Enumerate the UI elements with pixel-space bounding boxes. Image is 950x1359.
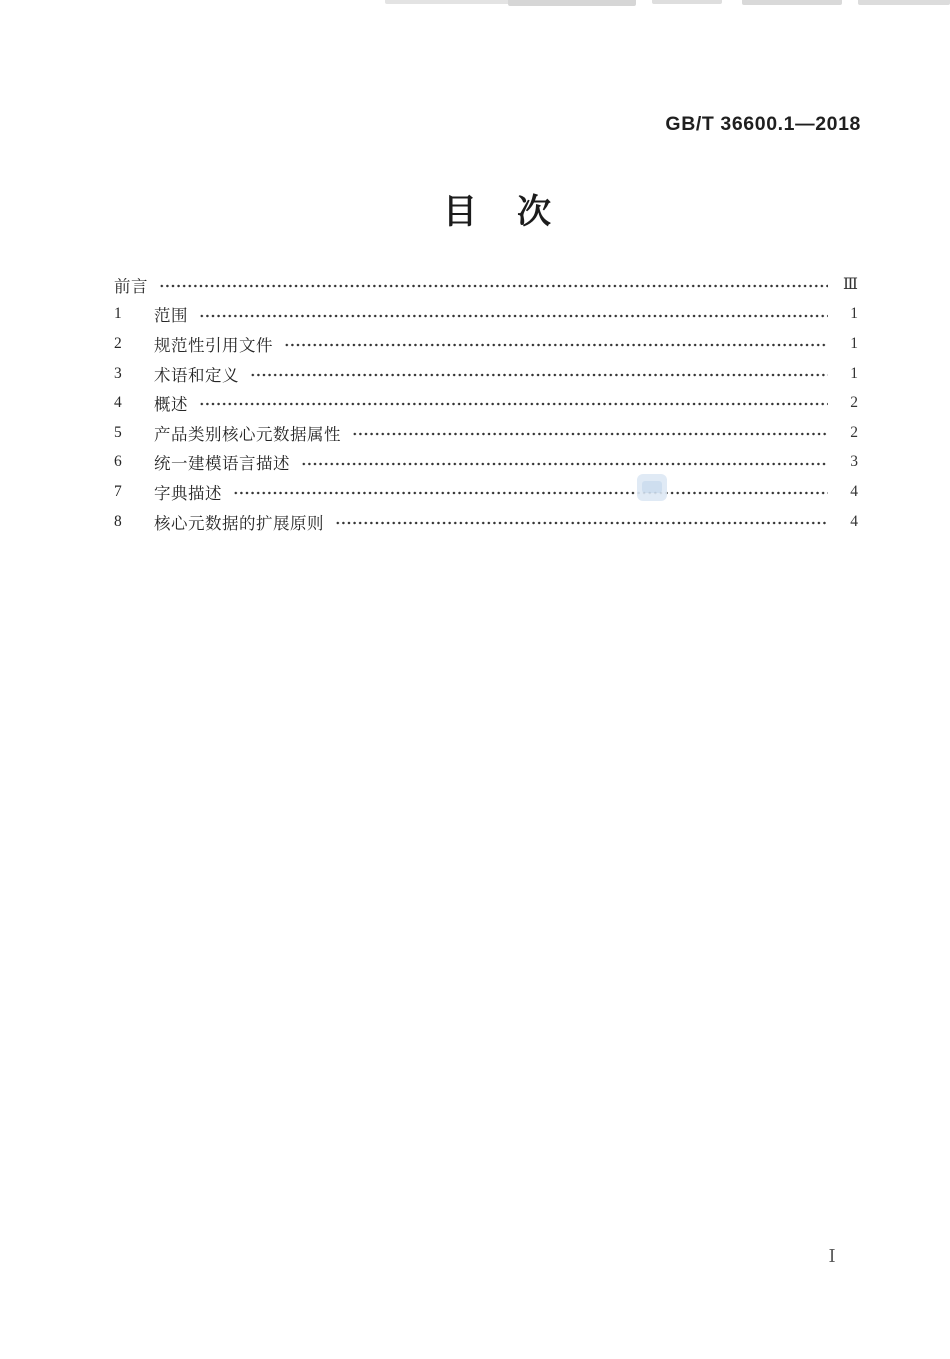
dot-leader [334,507,828,537]
toc-entry-label: 前言 [114,276,148,296]
toc-entry-number: 1 [114,305,122,323]
dot-leader [232,477,828,507]
toc-entry-number: 5 [114,423,122,441]
toc-entry-foreword [114,270,858,300]
page-title-char-left: 目 [443,193,477,231]
folio-page-number: Ⅰ [828,1246,836,1266]
toc-entry-page: Ⅲ [843,276,858,294]
toc-entry-4 [114,388,858,418]
toc-entry-label: 术语和定义 [154,365,239,385]
toc-entry-1 [114,300,858,330]
dot-leader [198,388,828,418]
toc-entry-label: 概述 [154,395,188,415]
dot-leader [249,359,828,389]
watermark-stamp-inner [642,481,662,493]
toc-entry-2 [114,329,858,359]
scan-artifact [652,0,722,4]
toc-entry-page: 2 [850,423,858,441]
toc-entry-label: 核心元数据的扩展原则 [154,513,324,533]
toc-entry-page: 1 [850,334,858,352]
page-title-char-right: 次 [517,193,551,231]
toc-entry-label: 统一建模语言描述 [154,454,290,474]
dot-leader [351,418,828,448]
toc-entry-7 [114,477,858,507]
toc-entry-page: 3 [850,453,858,471]
dot-leader [198,300,828,330]
toc-entry-label: 规范性引用文件 [154,335,273,355]
scan-artifact [508,0,636,6]
toc-entry-label: 产品类别核心元数据属性 [154,424,341,444]
page-title [443,194,551,230]
toc-entry-5 [114,418,858,448]
toc-entry-page: 1 [850,305,858,323]
toc-entry-3 [114,359,858,389]
toc-entry-number: 2 [114,334,122,352]
toc-entry-page: 2 [850,394,858,412]
dot-leader [283,329,828,359]
toc-entry-page: 4 [850,512,858,530]
toc-entry-number: 7 [114,482,122,500]
toc-entry-number: 3 [114,364,122,382]
scan-artifact [858,0,950,5]
dot-leader [158,270,828,300]
toc-entry-6 [114,448,858,478]
scan-artifact [385,0,515,4]
toc-entry-number: 8 [114,512,122,530]
toc-entry-label: 范围 [154,306,188,326]
watermark-stamp-icon [637,474,667,501]
toc-entry-8 [114,507,858,537]
standard-number-header: GB/T 36600.1—2018 [665,113,861,135]
scan-artifact [742,0,842,5]
dot-leader [300,448,828,478]
toc-entry-page: 1 [850,364,858,382]
toc-entry-number: 6 [114,453,122,471]
toc-entry-number: 4 [114,394,122,412]
table-of-contents [114,270,858,536]
toc-entry-page: 4 [850,482,858,500]
toc-entry-label: 字典描述 [154,483,222,503]
